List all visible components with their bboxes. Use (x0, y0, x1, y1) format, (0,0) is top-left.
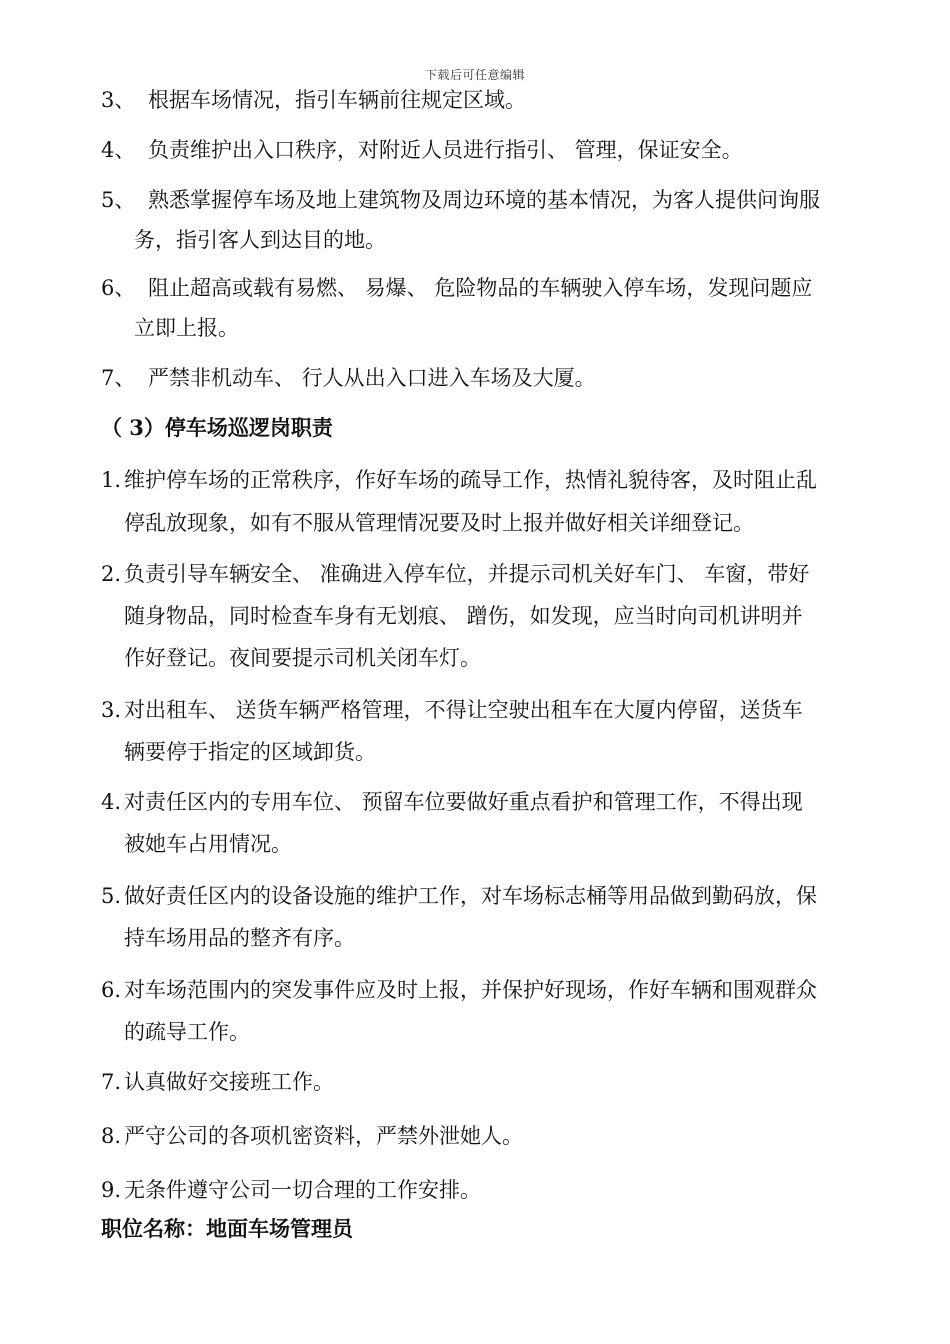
item-text: 熟悉掌握停车场及地上建筑物及周边环境的基本情况，为客人提供问询服 (148, 188, 820, 212)
item-number: 6、 (101, 276, 136, 300)
item-number: 4. (101, 790, 122, 814)
section-heading: （ 3）停车场巡逻岗职责 (101, 415, 333, 440)
item-text: 阻止超高或载有易燃、 易爆、 危险物品的车辆驶入停车场，发现问题应 (148, 276, 813, 300)
item-number: 5、 (101, 188, 136, 212)
item-text-continuation: 立即上报。 (134, 316, 239, 340)
item-text-continuation: 随身物品，同时检查车身有无划痕、 蹭伤，如发现，应当时向司机讲明并 (124, 604, 803, 628)
item-text: 严禁非机动车、 行人从出入口进入车场及大厦。 (148, 366, 596, 390)
item-number: 3. (101, 698, 122, 722)
item-text: 负责引导车辆安全、 准确进入停车位，并提示司机关好车门、 车窗，带好 (124, 562, 810, 586)
item-text: 严守公司的各项机密资料，严禁外泄她人。 (124, 1124, 523, 1148)
item-number: 1. (101, 468, 122, 492)
item-number: 6. (101, 978, 122, 1002)
item-number: 2. (101, 562, 122, 586)
item-text: 对出租车、 送货车辆严格管理，不得让空驶出租车在大厦内停留，送货车 (124, 698, 803, 722)
item-text-continuation: 停乱放现象，如有不服从管理情况要及时上报并做好相关详细登记。 (124, 511, 754, 535)
item-number: 3、 (101, 88, 136, 112)
item-text-continuation: 持车场用品的整齐有序。 (124, 926, 355, 950)
item-text: 认真做好交接班工作。 (124, 1070, 334, 1094)
item-text: 根据车场情况，指引车辆前往规定区域。 (148, 88, 526, 112)
watermark-text: 下载后可任意编辑 (424, 68, 525, 82)
item-number: 8. (101, 1124, 122, 1148)
item-text-continuation: 的疏导工作。 (124, 1020, 250, 1044)
item-number: 5. (101, 884, 122, 908)
item-text-continuation: 作好登记。夜间要提示司机关闭车灯。 (124, 646, 481, 670)
item-text-continuation: 务，指引客人到达目的地。 (134, 228, 386, 252)
item-text: 无条件遵守公司一切合理的工作安排。 (124, 1178, 481, 1202)
item-text-continuation: 辆要停于指定的区域卸货。 (124, 740, 376, 764)
item-text: 对车场范围内的突发事件应及时上报，并保护好现场，作好车辆和围观群众 (124, 978, 817, 1002)
item-text: 负责维护出入口秩序，对附近人员进行指引、 管理，保证安全。 (148, 138, 743, 162)
item-text: 做好责任区内的设备设施的维护工作，对车场标志桶等用品做到勤码放，保 (124, 884, 817, 908)
item-number: 4、 (101, 138, 136, 162)
position-title-heading: 职位名称：地面车场管理员 (101, 1216, 353, 1241)
item-number: 9. (101, 1178, 122, 1202)
item-text: 对责任区内的专用车位、 预留车位要做好重点看护和管理工作，不得出现 (124, 790, 803, 814)
item-text: 维护停车场的正常秩序，作好车场的疏导工作，热情礼貌待客，及时阻止乱 (124, 468, 817, 492)
item-number: 7. (101, 1070, 122, 1094)
item-number: 7、 (101, 366, 136, 390)
item-text-continuation: 被她车占用情况。 (124, 832, 292, 856)
